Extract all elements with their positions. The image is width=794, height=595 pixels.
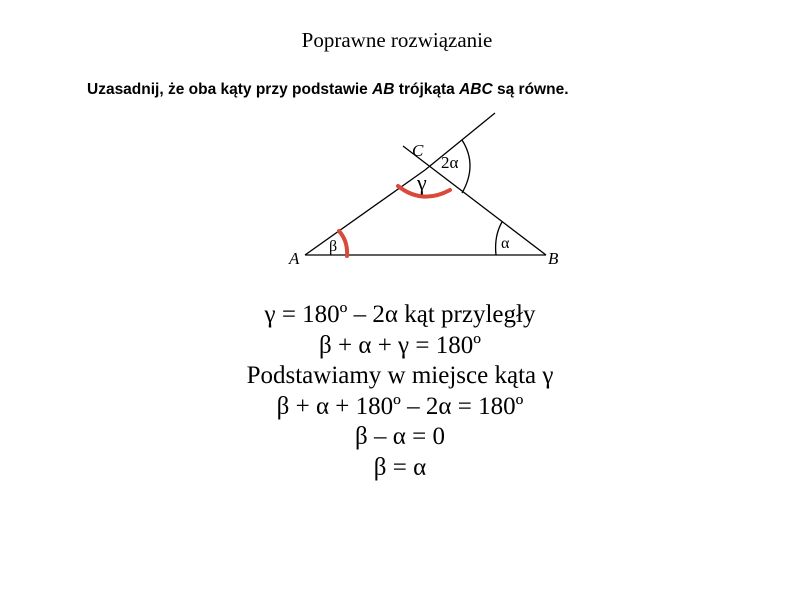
exterior-angle-arc xyxy=(462,140,470,193)
solution-line-2: β + α + γ = 180º xyxy=(319,331,481,359)
vertex-label-a: A xyxy=(289,249,300,268)
task-text-3: są równe. xyxy=(492,81,569,98)
solution-line-5: β – α = 0 xyxy=(355,423,445,450)
solution-steps xyxy=(200,300,600,483)
angle-beta-arc xyxy=(339,231,347,256)
solution-line-6: β = α xyxy=(373,453,427,481)
vertex-label-c: C xyxy=(412,141,424,160)
task-text-2: trójkąta xyxy=(394,81,460,98)
solution-line-1: γ = 180º – 2α kąt przyległy xyxy=(264,301,536,328)
solution-line-3: Podstawiamy w miejsce kąta γ xyxy=(246,362,554,389)
side-bc-extended xyxy=(403,146,546,255)
exterior-angle-label: 2α xyxy=(441,153,459,172)
task-segment-ab: AB xyxy=(372,81,395,98)
task-triangle-abc: ABC xyxy=(459,81,493,98)
task-text-1: Uzasadnij, że oba kąty przy podstawie xyxy=(87,81,373,98)
slide-title: Poprawne rozwiązanie xyxy=(301,28,493,52)
solution-line-4: β + α + 180º – 2α = 180º xyxy=(276,392,524,420)
vertex-label-b: B xyxy=(548,249,559,268)
angle-beta-label: β xyxy=(329,238,338,255)
side-ac xyxy=(305,170,425,255)
angle-gamma-label: γ xyxy=(417,170,427,195)
angle-alpha-label: α xyxy=(501,235,510,252)
ray-beyond-c xyxy=(425,113,495,170)
